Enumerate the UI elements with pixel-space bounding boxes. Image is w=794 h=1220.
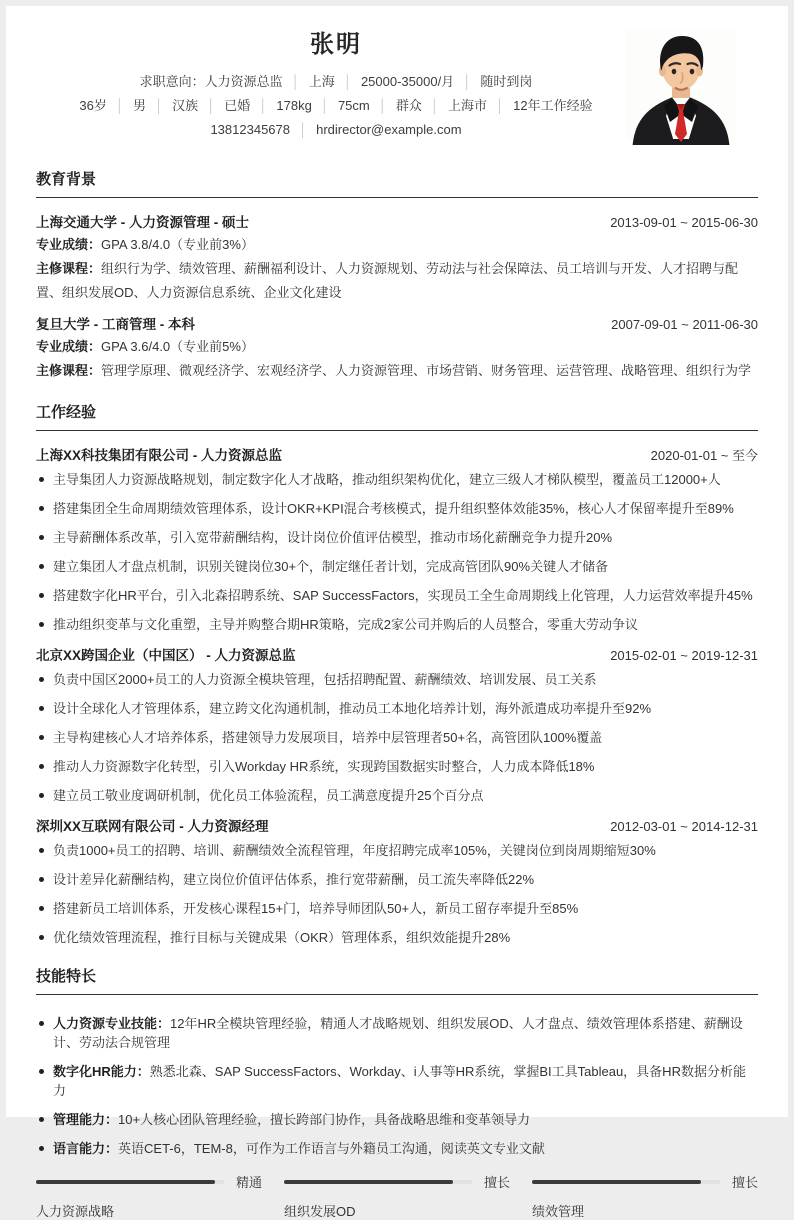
skill-level-label: 擅长 [483, 1175, 510, 1190]
skill-label: 语言能力： [53, 1141, 119, 1156]
job-bullet: 优化绩效管理流程，推行目标与关键成果（OKR）管理体系，组织效能提升28% [36, 928, 758, 947]
candidate-name: 张明 [310, 31, 362, 58]
section-education [36, 168, 758, 383]
separator-bar: │ [291, 74, 300, 89]
skill-bar-track-row [36, 1172, 262, 1191]
separator-bar: │ [259, 98, 268, 113]
contact-line: 13812345678 │ hrdirector@example.com [210, 122, 462, 137]
job-period: 2020-01-01 ~ 至今 [650, 448, 758, 463]
separator-bar: │ [320, 98, 329, 113]
personal-info-line: 36岁 │ 男 │ 汉族 │ 已婚 │ 178kg │ 75cm │ 群众 │ 上海市 │ 12年工作经验 [79, 98, 593, 113]
skills-bullet-list [36, 1014, 758, 1158]
skill-bar-name: 人力资源战略 [36, 1204, 115, 1219]
skill-bullet [36, 1110, 758, 1129]
job-entry-head [36, 444, 758, 464]
gpa-line [36, 335, 758, 359]
skill-bar-fill [284, 1180, 453, 1184]
skill-text: 12年HR全模块管理经验，精通人才战略规划、组织发展OD、人才盘点、绩效管理体系搭建、薪酬设计、劳动法合规管理 [53, 1016, 743, 1050]
skill-text: 英语CET-6，TEM-8，可作为工作语言与外籍员工沟通，阅读英文专业文献 [118, 1141, 545, 1156]
gpa-value: GPA 3.8/4.0（专业前3%） [101, 237, 254, 252]
skill-label: 数字化HR能力： [53, 1064, 150, 1079]
job-period: 2012-03-01 ~ 2014-12-31 [610, 819, 758, 834]
section-skills [36, 965, 758, 1220]
skill-bar-track-row [284, 1172, 510, 1191]
separator-bar: │ [343, 74, 352, 89]
separator-bar: │ [298, 122, 308, 137]
courses-value: 管理学原理、微观经济学、宏观经济学、人力资源管理、市场营销、财务管理、运营管理、战略管理、组织行为学 [101, 363, 752, 378]
skill-label: 人力资源专业技能： [53, 1016, 171, 1031]
job-entry [36, 644, 758, 805]
separator-bar: │ [115, 98, 124, 113]
skill-bar-track [36, 1180, 224, 1184]
skill-label: 管理能力： [53, 1112, 119, 1127]
job-entry [36, 444, 758, 634]
resume-page [6, 6, 788, 1219]
job-intent-line: 求职意向：人力资源总监 │ 上海 │ 25000-35000/月 │ 随时到岗 [139, 74, 533, 89]
courses-label: 主修课程： [36, 363, 102, 378]
separator-bar: │ [207, 98, 216, 113]
section-title-skills: 技能特长 [36, 965, 758, 995]
courses-line [36, 257, 758, 305]
skill-bar-item [532, 1172, 758, 1220]
gpa-label: 专业成绩： [36, 237, 102, 252]
education-period: 2007-09-01 ~ 2011-06-30 [611, 317, 758, 332]
job-bullet-list [36, 841, 758, 947]
skill-bar-track [284, 1180, 472, 1184]
separator-bar: │ [430, 98, 439, 113]
resume-document [0, 6, 794, 1219]
courses-value: 组织行为学、绩效管理、薪酬福利设计、人力资源规划、劳动法与社会保障法、员工培训与开发、人才招聘与配置、组织发展OD、人力资源信息系统、企业文化建设 [36, 261, 739, 300]
job-entry [36, 815, 758, 947]
education-body [36, 198, 758, 383]
courses-line [36, 359, 758, 383]
education-entry [36, 211, 758, 305]
job-bullet: 主导构建核心人才培养体系，搭建领导力发展项目，培养中层管理者50+名，高管团队100%覆盖 [36, 728, 758, 747]
section-experience [36, 401, 758, 947]
job-bullet: 搭建数字化HR平台，引入北森招聘系统、SAP SuccessFactors，实现员工全生命周期线上化管理，人力运营效率提升45% [36, 586, 758, 605]
job-bullet: 搭建新员工培训体系，开发核心课程15+门，培养导师团队50+人，新员工留存率提升至85% [36, 899, 758, 918]
header-text-block [36, 30, 636, 142]
company-position-title: 北京XX跨国企业（中国区） - 人力资源总监 [36, 648, 296, 663]
job-bullet: 设计差异化薪酬结构，建立岗位价值评估体系，推行宽带薪酬，员工流失率降低22% [36, 870, 758, 889]
skill-bar-item [36, 1172, 262, 1220]
skill-bar-name: 绩效管理 [532, 1204, 585, 1219]
job-bullet-list [36, 470, 758, 634]
education-period: 2013-09-01 ~ 2015-06-30 [610, 215, 758, 230]
skill-level-label: 精通 [235, 1175, 262, 1190]
skill-bar-name: 组织发展OD [284, 1204, 356, 1219]
courses-label: 主修课程： [36, 261, 102, 276]
male-avatar-icon [626, 30, 736, 142]
job-bullet: 主导薪酬体系改革，引入宽带薪酬结构，设计岗位价值评估模型，推动市场化薪酬竞争力提升20% [36, 528, 758, 547]
gpa-label: 专业成绩： [36, 339, 102, 354]
section-title-education: 教育背景 [36, 168, 758, 198]
job-entry-head [36, 644, 758, 664]
education-entry [36, 313, 758, 383]
skill-bar-fill [36, 1180, 215, 1184]
skill-bar-item [284, 1172, 510, 1220]
job-bullet-list [36, 670, 758, 805]
job-bullet: 推动人力资源数字化转型，引入Workday HR系统，实现跨国数据实时整合，人力成本降低18% [36, 757, 758, 776]
skill-bars-row [36, 1172, 758, 1220]
job-bullet: 负责中国区2000+员工的人力资源全模块管理，包括招聘配置、薪酬绩效、培训发展、员工关系 [36, 670, 758, 689]
job-period: 2015-02-01 ~ 2019-12-31 [610, 648, 758, 663]
job-bullet: 负责1000+员工的招聘、培训、薪酬绩效全流程管理，年度招聘完成率105%，关键岗位到岗周期缩短30% [36, 841, 758, 860]
separator-bar: │ [378, 98, 387, 113]
gpa-value: GPA 3.6/4.0（专业前5%） [101, 339, 254, 354]
skill-level-label: 擅长 [731, 1175, 758, 1190]
job-bullet: 主导集团人力资源战略规划，制定数字化人才战略，推动组织架构优化，建立三级人才梯队模型，覆盖员工12000+人 [36, 470, 758, 489]
company-position-title: 深圳XX互联网有限公司 - 人力资源经理 [36, 819, 269, 834]
section-title-experience: 工作经验 [36, 401, 758, 431]
job-entry-head [36, 815, 758, 835]
skill-text: 熟悉北森、SAP SuccessFactors、Workday、i人事等HR系统，掌握BI工具Tableau，具备HR数据分析能力 [53, 1064, 746, 1098]
skill-bullet [36, 1014, 758, 1052]
skills-body [36, 995, 758, 1220]
skill-bullet [36, 1062, 758, 1100]
separator-bar: │ [496, 98, 505, 113]
school-degree-title: 复旦大学 - 工商管理 - 本科 [36, 317, 195, 332]
experience-body [36, 431, 758, 947]
job-bullet: 推动组织变革与文化重塑，主导并购整合期HR策略，完成2家公司并购后的人员整合，零重大劳动争议 [36, 615, 758, 634]
skill-text: 10+人核心团队管理经验，擅长跨部门协作，具备战略思维和变革领导力 [118, 1112, 531, 1127]
job-bullet: 搭建集团全生命周期绩效管理体系，设计OKR+KPI混合考核模式，提升组织整体效能35%，核心人才保留率提升至89% [36, 499, 758, 518]
education-entry-head [36, 211, 758, 231]
resume-header [36, 30, 758, 148]
gpa-line [36, 233, 758, 257]
skill-bullet [36, 1139, 758, 1158]
skill-bar-track [532, 1180, 720, 1184]
job-bullet: 建立集团人才盘点机制，识别关键岗位30+个，制定继任者计划，完成高管团队90%关键人才储备 [36, 557, 758, 576]
skill-bar-track-row [532, 1172, 758, 1191]
skill-bar-fill [532, 1180, 701, 1184]
profile-photo [626, 30, 736, 142]
separator-bar: │ [463, 74, 472, 89]
company-position-title: 上海XX科技集团有限公司 - 人力资源总监 [36, 448, 283, 463]
job-bullet: 设计全球化人才管理体系，建立跨文化沟通机制，推动员工本地化培养计划，海外派遣成功率提升至92% [36, 699, 758, 718]
job-bullet: 建立员工敬业度调研机制，优化员工体验流程，员工满意度提升25个百分点 [36, 786, 758, 805]
school-degree-title: 上海交通大学 - 人力资源管理 - 硕士 [36, 215, 249, 230]
separator-bar: │ [154, 98, 164, 113]
education-entry-head [36, 313, 758, 333]
